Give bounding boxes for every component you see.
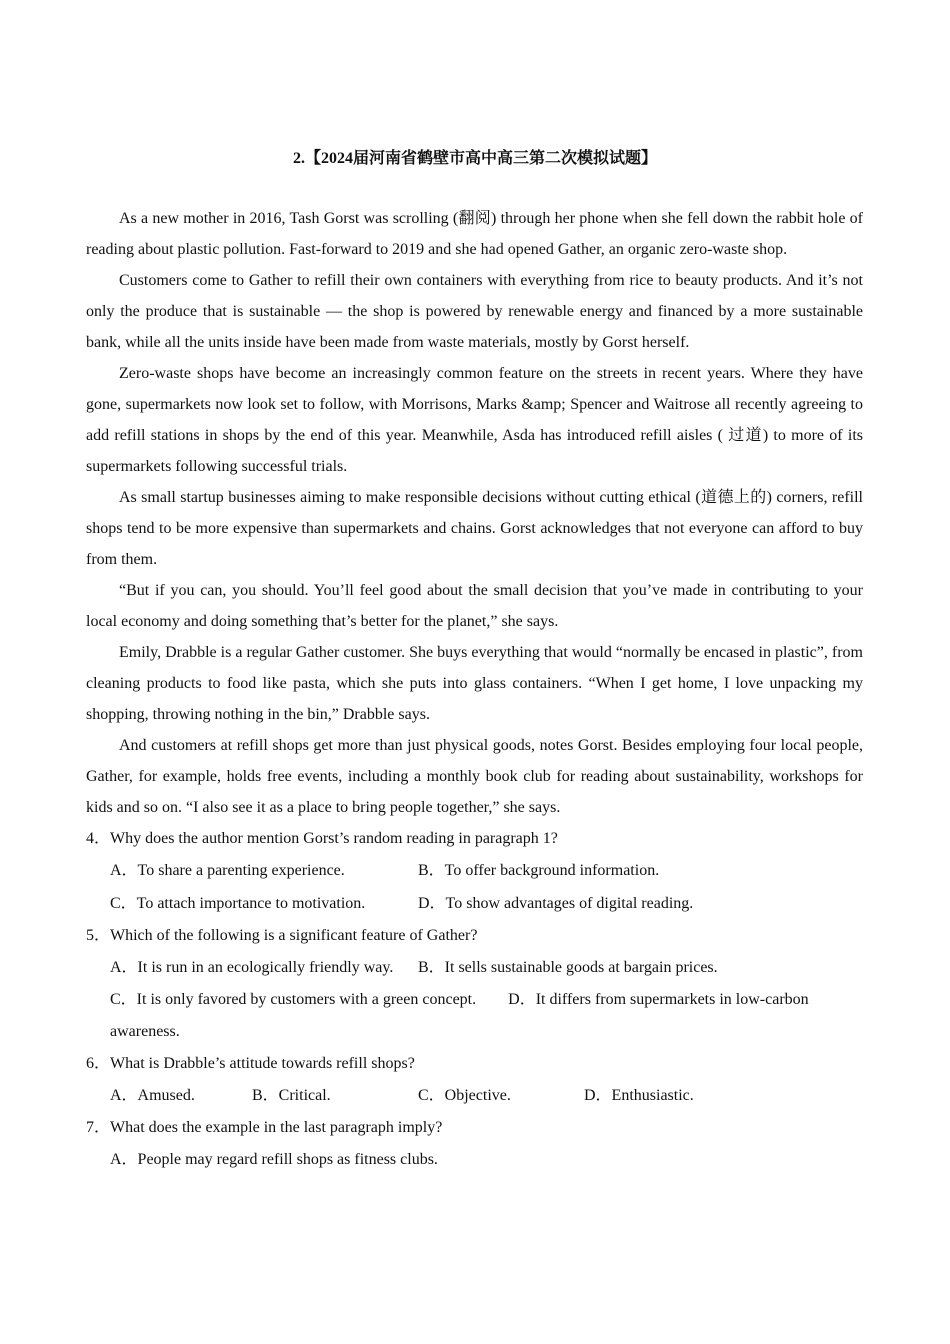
- question-stem: 6．What is Drabble’s attitude towards refill shops?: [86, 1055, 415, 1072]
- question-stem: 4．Why does the author mention Gorst’s random reading in paragraph 1?: [86, 830, 558, 847]
- question-title: 2.【2024届河南省鹤壁市高中高三第二次模拟试题】: [292, 150, 657, 167]
- question-options: [110, 984, 863, 1048]
- passage-paragraph: Zero-waste shops have become an increasingly common feature on the streets in recent years. Where they have gone, supermarkets now look set to follow, with Morrisons, Marks &amp; Spencer and Waitrose all recently agreeing to add refill stations in shops by the end of this year. Meanwhile, Asda has introduced refill aisles ( 过道) to more of its supermarkets following successful trials.: [86, 365, 863, 475]
- option-c: C．Objective.: [418, 1087, 511, 1104]
- question-stem: 5．Which of the following is a significant feature of Gather?: [86, 927, 478, 944]
- passage-paragraph: Emily, Drabble is a regular Gather customer. She buys everything that would “normally be encased in plastic”, from cleaning products to food like pasta, which she puts into glass containers. “When I get home, I love unpacking my shopping, throwing nothing in the bin,” Drabble says.: [86, 644, 863, 723]
- option-b: B．It sells sustainable goods at bargain prices.: [418, 959, 718, 976]
- option-b: B．Critical.: [252, 1087, 331, 1104]
- option-a: A．People may regard refill shops as fitness clubs.: [110, 1151, 438, 1168]
- option-c: C．To attach importance to motivation.: [110, 895, 366, 912]
- option-d: D．It differs from supermarkets in low-carbon awareness.: [110, 991, 809, 1040]
- question-options: [110, 1079, 863, 1112]
- question-options: [110, 951, 863, 984]
- option-a: A．Amused.: [110, 1087, 195, 1104]
- passage-paragraph: And customers at refill shops get more than just physical goods, notes Gorst. Besides employing four local people, Gather, for example, holds free events, including a monthly book club for reading about sustainability, workshops for kids and so on. “I also see it as a place to bring people together,” she says.: [86, 737, 863, 816]
- option-a: A．To share a parenting experience.: [110, 862, 345, 879]
- option-d: D．To show advantages of digital reading.: [418, 895, 694, 912]
- question-stem: 7．What does the example in the last paragraph imply?: [86, 1119, 443, 1136]
- document-body: [86, 203, 863, 1176]
- passage-paragraph: As a new mother in 2016, Tash Gorst was scrolling (翻阅) through her phone when she fell down the rabbit hole of reading about plastic pollution. Fast-forward to 2019 and she had opened Gather, an organic zero-waste shop.: [86, 210, 863, 258]
- question-options: [110, 887, 863, 920]
- question-options: [110, 854, 863, 887]
- passage-paragraph: Customers come to Gather to refill their own containers with everything from rice to beauty products. And it’s not only the produce that is sustainable — the shop is powered by renewable energy and financed by a more sustainable bank, while all the units inside have been made from waste materials, mostly by Gorst herself.: [86, 272, 863, 351]
- passage-paragraph: As small startup businesses aiming to make responsible decisions without cutting ethical (道德上的) corners, refill shops tend to be more expensive than supermarkets and chains. Gorst acknowledges that not everyone can afford to buy from them.: [86, 489, 863, 568]
- option-b: B．To offer background information.: [418, 862, 660, 879]
- question-options: [110, 1143, 863, 1176]
- option-c: C．It is only favored by customers with a green concept.: [110, 991, 477, 1008]
- option-d: D．Enthusiastic.: [584, 1087, 694, 1104]
- option-a: A．It is run in an ecologically friendly way.: [110, 959, 394, 976]
- passage-paragraph: “But if you can, you should. You’ll feel good about the small decision that you’ve made in contributing to your local economy and doing something that’s better for the planet,” she says.: [86, 582, 863, 630]
